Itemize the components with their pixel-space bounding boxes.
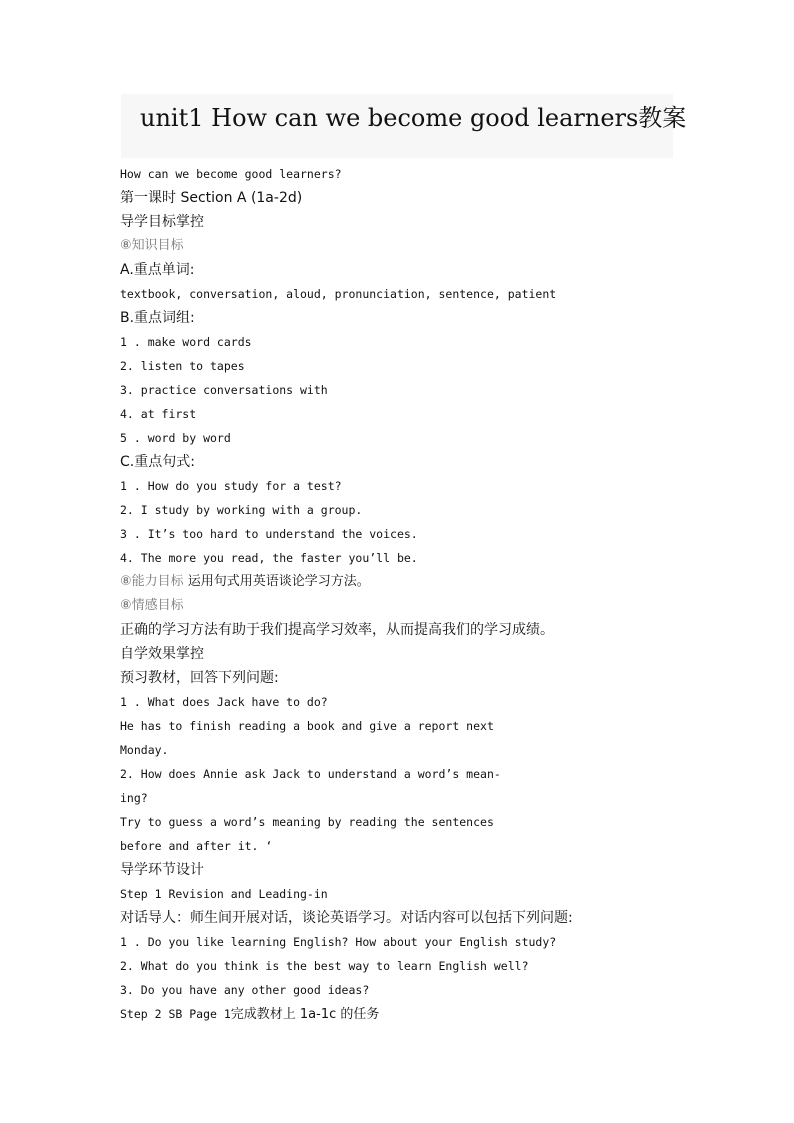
lesson-heading: 第一课时 Section A (1a-2d) (120, 190, 303, 206)
emotion-goal-text: 正确的学习方法有助于我们提高学习效率，从而提高我们的学习成绩。 (120, 622, 554, 638)
document-body (120, 162, 720, 1026)
question-item: 2. What do you think is the best way to learn English well? (120, 959, 529, 973)
vocabulary-list: textbook, conversation, aloud, pronunciation, sentence, patient (120, 287, 557, 301)
sentence-item: 2. I study by working with a group. (120, 503, 363, 517)
step-heading: Step 1 Revision and Leading-in (120, 887, 328, 901)
phrase-item: 4. at first (120, 407, 197, 421)
preview-instruction: 预习教材，回答下列问题: (120, 670, 279, 686)
sentence-item: 4. The more you read, the faster you’ll be. (120, 551, 418, 565)
unit-question: How can we become good learners? (120, 167, 342, 181)
question-item: 2. How does Annie ask Jack to understand a word’s mean- (120, 767, 501, 781)
phrase-item: 1 . make word cards (120, 335, 252, 349)
step-line (120, 1002, 720, 1026)
section-heading: 导学环节设计 (120, 862, 204, 878)
ability-goal-line (120, 570, 720, 594)
emotion-goal-heading: ⑧情感目标 (120, 598, 184, 613)
answer-text: before and after it. ‘ (120, 839, 273, 853)
sentence-item: 3 . It’s too hard to understand the voices. (120, 527, 418, 541)
question-item: 1 . What does Jack have to do? (120, 695, 328, 709)
ability-goal-text: 运用句式用英语谈论学习方法。 (187, 574, 370, 589)
dialogue-instruction: 对话导人：师生间开展对话，谈论英语学习。对话内容可以包括下列问题: (120, 910, 573, 926)
question-item: 1 . Do you like learning English? How about your English study? (120, 935, 557, 949)
phrase-item: 5 . word by word (120, 431, 231, 445)
subheading-phrases: B.重点词组: (120, 310, 195, 326)
subheading-sentences: C.重点句式: (120, 454, 195, 470)
phrase-item: 3. practice conversations with (120, 383, 328, 397)
section-heading: 自学效果掌控 (120, 646, 204, 662)
document-title: unit1 How can we become good learners教案 (140, 104, 687, 132)
answer-text: He has to finish reading a book and give a report next (120, 719, 494, 733)
phrase-item: 2. listen to tapes (120, 359, 245, 373)
section-heading: 导学目标掌控 (120, 214, 204, 230)
sentence-item: 1 . How do you study for a test? (120, 479, 342, 493)
question-item: ing? (120, 791, 148, 805)
ability-goal-heading: ⑧能力目标 (120, 574, 184, 589)
answer-text: Monday. (120, 743, 169, 757)
answer-text: Try to guess a word’s meaning by reading the sentences (120, 815, 494, 829)
question-item: 3. Do you have any other good ideas? (120, 983, 370, 997)
subheading-words: A.重点单词: (120, 262, 195, 278)
step-task: 完成教材上 1a-1c 的任务 (230, 1007, 380, 1022)
step-heading: Step 2 SB Page 1 (120, 1007, 231, 1021)
knowledge-goal-heading: ⑧知识目标 (120, 238, 184, 253)
